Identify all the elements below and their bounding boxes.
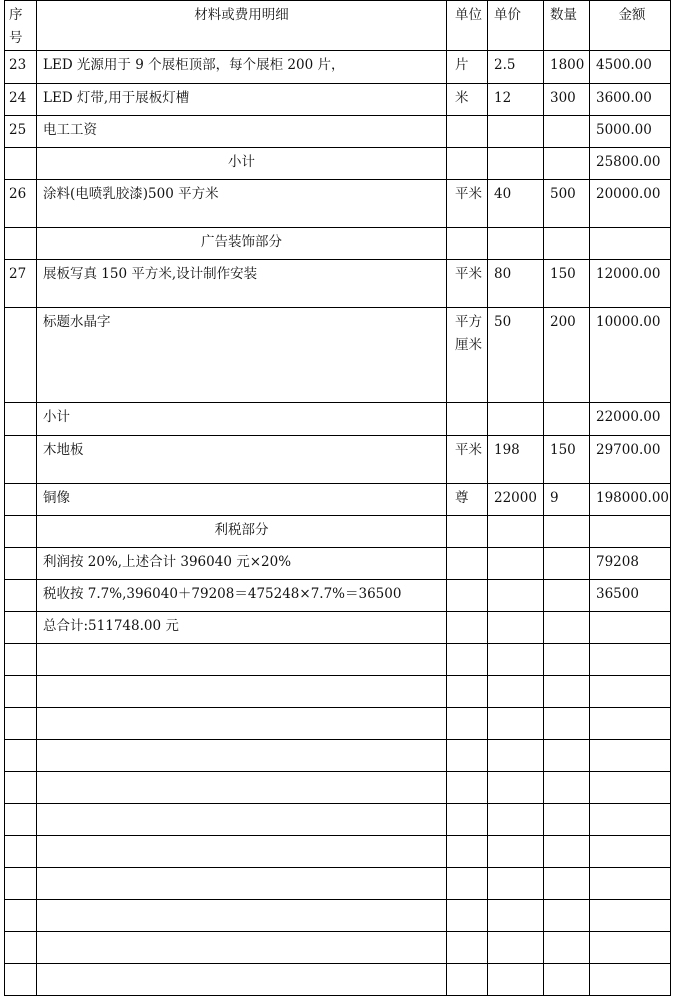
cell-qty: 1800 — [544, 51, 590, 84]
cell-unit — [447, 228, 488, 260]
cell-amount: 29700.00 — [590, 436, 671, 484]
cell-unit — [447, 868, 488, 900]
table-row — [5, 804, 671, 836]
budget-table — [4, 0, 671, 996]
cell-desc: LED 光源用于 9 个展柜顶部，每个展柜 200 片， — [37, 51, 447, 84]
cell-desc: 铜像 — [37, 484, 447, 516]
cell-amount — [590, 228, 671, 260]
cell-no — [5, 644, 37, 676]
cell-amount: 5000.00 — [590, 116, 671, 148]
cell-price — [488, 708, 544, 740]
cell-qty — [544, 900, 590, 932]
table-row — [5, 228, 671, 260]
cell-unit — [447, 148, 488, 180]
cell-amount — [590, 644, 671, 676]
cell-qty: 9 — [544, 484, 590, 516]
cell-qty — [544, 676, 590, 708]
table-row — [5, 772, 671, 804]
cell-price: 80 — [488, 260, 544, 308]
cell-unit — [447, 676, 488, 708]
cell-no: 23 — [5, 51, 37, 84]
cell-qty — [544, 612, 590, 644]
cell-amount: 198000.00 — [590, 484, 671, 516]
cell-amount: 12000.00 — [590, 260, 671, 308]
cell-price — [488, 116, 544, 148]
cell-qty — [544, 932, 590, 964]
cell-qty — [544, 403, 590, 436]
cell-desc — [37, 868, 447, 900]
cell-amount — [590, 740, 671, 772]
cell-unit: 米 — [447, 84, 488, 116]
cell-unit — [447, 612, 488, 644]
cell-price — [488, 868, 544, 900]
cell-price — [488, 516, 544, 548]
cell-qty — [544, 772, 590, 804]
cell-qty — [544, 836, 590, 868]
cell-unit: 平方厘米 — [447, 308, 488, 403]
cell-desc: 涂料(电喷乳胶漆)500 平方米 — [37, 180, 447, 228]
cell-qty — [544, 964, 590, 996]
cell-price — [488, 836, 544, 868]
cell-no — [5, 548, 37, 580]
cell-amount — [590, 676, 671, 708]
table-row — [5, 116, 671, 148]
cell-desc — [37, 676, 447, 708]
cell-price — [488, 612, 544, 644]
cell-unit — [447, 932, 488, 964]
table-row — [5, 900, 671, 932]
cell-qty: 200 — [544, 308, 590, 403]
table-row — [5, 964, 671, 996]
cell-unit — [447, 772, 488, 804]
cell-amount: 22000.00 — [590, 403, 671, 436]
table-row — [5, 148, 671, 180]
cell-desc — [37, 900, 447, 932]
cell-qty — [544, 868, 590, 900]
cell-unit — [447, 708, 488, 740]
cell-qty — [544, 228, 590, 260]
cell-desc — [37, 804, 447, 836]
header-no: 序号 — [5, 1, 37, 51]
table-row — [5, 580, 671, 612]
cell-desc — [37, 644, 447, 676]
cell-desc: LED 灯带,用于展板灯槽 — [37, 84, 447, 116]
cell-qty — [544, 548, 590, 580]
cell-no: 26 — [5, 180, 37, 228]
header-amount: 金额 — [590, 1, 671, 51]
cell-qty: 150 — [544, 260, 590, 308]
cell-amount: 4500.00 — [590, 51, 671, 84]
cell-price — [488, 228, 544, 260]
cell-amount: 10000.00 — [590, 308, 671, 403]
cell-price — [488, 772, 544, 804]
cell-desc: 利润按 20%,上述合计 396040 元×20% — [37, 548, 447, 580]
cell-qty — [544, 644, 590, 676]
cell-unit: 片 — [447, 51, 488, 84]
header-row — [5, 1, 671, 51]
cell-amount — [590, 708, 671, 740]
cell-no — [5, 900, 37, 932]
cell-unit — [447, 403, 488, 436]
cell-amount — [590, 804, 671, 836]
table-row — [5, 676, 671, 708]
cell-price — [488, 964, 544, 996]
cell-price — [488, 676, 544, 708]
cell-price — [488, 804, 544, 836]
cell-unit: 尊 — [447, 484, 488, 516]
cell-amount — [590, 932, 671, 964]
cell-qty — [544, 804, 590, 836]
table-row — [5, 836, 671, 868]
cell-unit — [447, 836, 488, 868]
table-row — [5, 644, 671, 676]
cell-no — [5, 580, 37, 612]
cell-unit: 平米 — [447, 260, 488, 308]
cell-price — [488, 740, 544, 772]
cell-price — [488, 644, 544, 676]
table-row — [5, 484, 671, 516]
cell-no — [5, 868, 37, 900]
cell-no — [5, 804, 37, 836]
cell-no — [5, 836, 37, 868]
cell-price — [488, 548, 544, 580]
cell-price — [488, 403, 544, 436]
cell-desc — [37, 964, 447, 996]
cell-no — [5, 403, 37, 436]
cell-no — [5, 964, 37, 996]
cell-unit — [447, 548, 488, 580]
cell-no — [5, 308, 37, 403]
cell-amount: 79208 — [590, 548, 671, 580]
cell-unit — [447, 964, 488, 996]
table-row — [5, 932, 671, 964]
cell-price — [488, 148, 544, 180]
table-row — [5, 308, 671, 403]
cell-price: 12 — [488, 84, 544, 116]
cell-desc: 小计 — [37, 148, 447, 180]
cell-qty — [544, 116, 590, 148]
cell-desc: 电工工资 — [37, 116, 447, 148]
cell-no — [5, 772, 37, 804]
cell-unit — [447, 116, 488, 148]
cell-qty: 500 — [544, 180, 590, 228]
cell-price: 40 — [488, 180, 544, 228]
cell-price: 198 — [488, 436, 544, 484]
table-row — [5, 740, 671, 772]
cell-no — [5, 484, 37, 516]
cell-no — [5, 740, 37, 772]
cell-amount — [590, 836, 671, 868]
cell-amount: 3600.00 — [590, 84, 671, 116]
cell-price: 22000 — [488, 484, 544, 516]
cell-desc: 木地板 — [37, 436, 447, 484]
cell-unit — [447, 804, 488, 836]
cell-amount — [590, 772, 671, 804]
table-row — [5, 260, 671, 308]
cell-desc — [37, 740, 447, 772]
cell-desc: 广告装饰部分 — [37, 228, 447, 260]
table-row — [5, 436, 671, 484]
cell-amount — [590, 868, 671, 900]
cell-no — [5, 932, 37, 964]
cell-unit — [447, 900, 488, 932]
cell-desc: 利税部分 — [37, 516, 447, 548]
table-row — [5, 51, 671, 84]
cell-amount — [590, 900, 671, 932]
cell-desc — [37, 772, 447, 804]
cell-price: 50 — [488, 308, 544, 403]
cell-qty: 150 — [544, 436, 590, 484]
cell-no — [5, 676, 37, 708]
cell-no — [5, 148, 37, 180]
cell-desc: 标题水晶字 — [37, 308, 447, 403]
cell-no — [5, 708, 37, 740]
table-row — [5, 708, 671, 740]
cell-qty — [544, 740, 590, 772]
table-row — [5, 84, 671, 116]
cell-qty — [544, 148, 590, 180]
cell-unit — [447, 644, 488, 676]
cell-amount: 20000.00 — [590, 180, 671, 228]
cell-no — [5, 228, 37, 260]
cell-desc — [37, 708, 447, 740]
cell-no — [5, 516, 37, 548]
cell-desc: 税收按 7.7%,396040＋79208＝475248×7.7%＝36500 — [37, 580, 447, 612]
header-price: 单价 — [488, 1, 544, 51]
cell-price — [488, 932, 544, 964]
cell-desc — [37, 932, 447, 964]
header-unit: 单位 — [447, 1, 488, 51]
cell-unit — [447, 580, 488, 612]
cell-desc — [37, 836, 447, 868]
cell-desc: 展板写真 150 平方米,设计制作安装 — [37, 260, 447, 308]
cell-amount: 25800.00 — [590, 148, 671, 180]
cell-unit — [447, 740, 488, 772]
cell-desc: 小计 — [37, 403, 447, 436]
cell-no: 24 — [5, 84, 37, 116]
cell-no: 27 — [5, 260, 37, 308]
header-desc: 材料或费用明细 — [37, 1, 447, 51]
cell-unit — [447, 516, 488, 548]
table-row — [5, 612, 671, 644]
header-qty: 数量 — [544, 1, 590, 51]
cell-unit: 平米 — [447, 180, 488, 228]
budget-sheet — [4, 0, 670, 991]
cell-amount: 36500 — [590, 580, 671, 612]
cell-desc: 总合计:511748.00 元 — [37, 612, 447, 644]
table-row — [5, 403, 671, 436]
cell-qty — [544, 516, 590, 548]
table-row — [5, 180, 671, 228]
cell-qty — [544, 708, 590, 740]
cell-no — [5, 436, 37, 484]
cell-no — [5, 612, 37, 644]
table-row — [5, 868, 671, 900]
table-row — [5, 516, 671, 548]
table-row — [5, 548, 671, 580]
cell-unit: 平米 — [447, 436, 488, 484]
cell-amount — [590, 612, 671, 644]
cell-amount — [590, 516, 671, 548]
cell-no: 25 — [5, 116, 37, 148]
cell-amount — [590, 964, 671, 996]
cell-price — [488, 580, 544, 612]
cell-price — [488, 900, 544, 932]
cell-qty: 300 — [544, 84, 590, 116]
cell-qty — [544, 580, 590, 612]
cell-price: 2.5 — [488, 51, 544, 84]
